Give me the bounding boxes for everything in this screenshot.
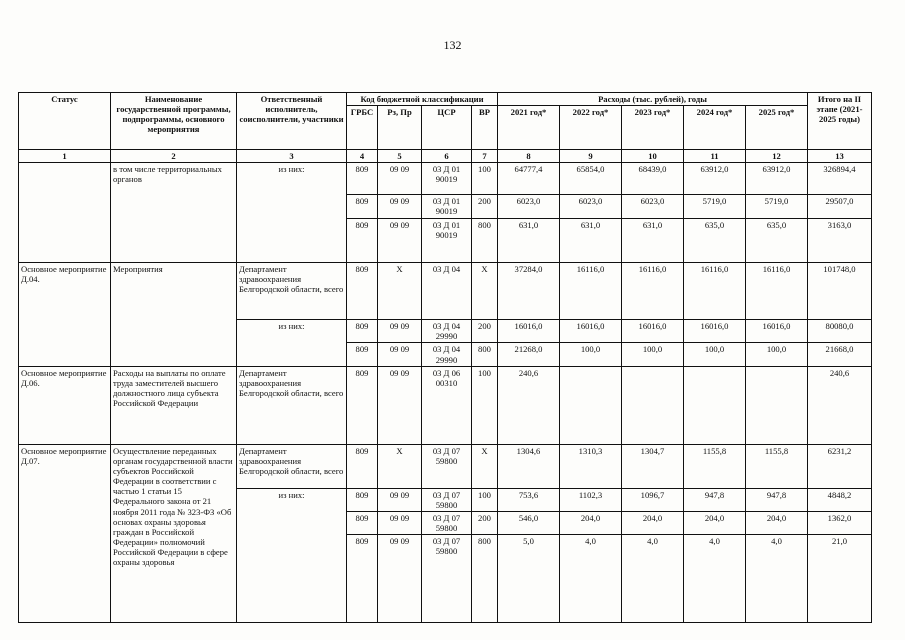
vr-cell: 800 — [472, 535, 498, 623]
program-name-cell: Осуществление переданных органам государственной власти субъектов Российской Федерации в соответствии с частью 1 статьи 15 Федерального закона от 21 ноября 2011 года № 323-ФЗ «Об основах охраны здоровья граждан в Российской Федерации» полномочий Российской Федерации в сфере охраны здоровья — [111, 444, 237, 623]
header-2021: 2021 год* — [498, 106, 560, 150]
header-vr: ВР — [472, 106, 498, 150]
value-2021: 240,6 — [498, 366, 560, 444]
rzpr-cell: Х — [378, 263, 422, 320]
value-2023: 631,0 — [622, 219, 684, 263]
value-2021: 37284,0 — [498, 263, 560, 320]
vr-cell: Х — [472, 263, 498, 320]
value-2025 — [746, 366, 808, 444]
value-2025: 5719,0 — [746, 195, 808, 219]
executor-cell: Департамент здравоохранения Белгородской области, всего — [237, 444, 347, 488]
grbs-cell: 809 — [347, 263, 378, 320]
header-executor: Ответственный исполнитель, соисполнители, участники — [237, 93, 347, 150]
value-2024: 947,8 — [684, 488, 746, 511]
value-2024: 204,0 — [684, 511, 746, 534]
budget-table — [18, 92, 872, 623]
value-2024: 1155,8 — [684, 444, 746, 488]
value-total: 326894,4 — [808, 163, 872, 195]
rzpr-cell: 09 09 — [378, 343, 422, 366]
value-2022: 16016,0 — [560, 320, 622, 343]
value-2025: 204,0 — [746, 511, 808, 534]
value-2022: 4,0 — [560, 535, 622, 623]
col-number: 6 — [422, 150, 472, 163]
executor-cell: Департамент здравоохранения Белгородской области, всего — [237, 263, 347, 320]
vr-cell: 100 — [472, 488, 498, 511]
vr-cell: 200 — [472, 320, 498, 343]
value-2023 — [622, 366, 684, 444]
value-2023: 16116,0 — [622, 263, 684, 320]
csr-cell: 03 Д 07 59800 — [422, 535, 472, 623]
value-2022 — [560, 366, 622, 444]
rzpr-cell: 09 09 — [378, 320, 422, 343]
value-total: 101748,0 — [808, 263, 872, 320]
rzpr-cell: 09 09 — [378, 535, 422, 623]
grbs-cell: 809 — [347, 366, 378, 444]
value-2023: 100,0 — [622, 343, 684, 366]
value-2022: 631,0 — [560, 219, 622, 263]
grbs-cell: 809 — [347, 511, 378, 534]
value-2024: 635,0 — [684, 219, 746, 263]
status-cell: Основное мероприятие Д.04. — [19, 263, 111, 367]
program-name-cell: в том числе территориальных органов — [111, 163, 237, 263]
rzpr-cell: 09 09 — [378, 219, 422, 263]
value-2025: 947,8 — [746, 488, 808, 511]
value-2025: 4,0 — [746, 535, 808, 623]
rzpr-cell: 09 09 — [378, 488, 422, 511]
value-total: 21668,0 — [808, 343, 872, 366]
rzpr-cell: 09 09 — [378, 511, 422, 534]
csr-cell: 03 Д 06 00310 — [422, 366, 472, 444]
header-name: Наименование государственной программы, подпрограммы, основного мероприятия — [111, 93, 237, 150]
value-total: 80080,0 — [808, 320, 872, 343]
value-2021: 5,0 — [498, 535, 560, 623]
value-2025: 63912,0 — [746, 163, 808, 195]
table-row — [19, 263, 872, 320]
value-2023: 1304,7 — [622, 444, 684, 488]
value-2025: 16016,0 — [746, 320, 808, 343]
col-number: 11 — [684, 150, 746, 163]
csr-cell: 03 Д 07 59800 — [422, 511, 472, 534]
col-number: 5 — [378, 150, 422, 163]
vr-cell: 100 — [472, 366, 498, 444]
value-2024 — [684, 366, 746, 444]
header-2025: 2025 год* — [746, 106, 808, 150]
col-number: 1 — [19, 150, 111, 163]
header-status: Статус — [19, 93, 111, 150]
col-number: 2 — [111, 150, 237, 163]
value-2024: 16016,0 — [684, 320, 746, 343]
value-2022: 16116,0 — [560, 263, 622, 320]
grbs-cell: 809 — [347, 535, 378, 623]
col-number: 13 — [808, 150, 872, 163]
value-2021: 631,0 — [498, 219, 560, 263]
csr-cell: 03 Д 04 29990 — [422, 320, 472, 343]
column-numbers-row — [19, 150, 872, 163]
executor-sub-label: из них: — [237, 320, 347, 367]
grbs-cell: 809 — [347, 219, 378, 263]
col-number: 12 — [746, 150, 808, 163]
csr-cell: 03 Д 04 — [422, 263, 472, 320]
header-total: Итого на II этапе (2021-2025 годы) — [808, 93, 872, 150]
header-rzpr: Рз, Пр — [378, 106, 422, 150]
csr-cell: 03 Д 07 59800 — [422, 488, 472, 511]
value-2021: 64777,4 — [498, 163, 560, 195]
header-2023: 2023 год* — [622, 106, 684, 150]
value-total: 21,0 — [808, 535, 872, 623]
value-total: 6231,2 — [808, 444, 872, 488]
value-total: 240,6 — [808, 366, 872, 444]
executor-sub-label: из них: — [237, 488, 347, 623]
value-2021: 753,6 — [498, 488, 560, 511]
csr-cell: 03 Д 01 90019 — [422, 163, 472, 195]
program-name-cell: Мероприятия — [111, 263, 237, 367]
rzpr-cell: 09 09 — [378, 366, 422, 444]
value-total: 3163,0 — [808, 219, 872, 263]
value-2025: 635,0 — [746, 219, 808, 263]
value-2024: 5719,0 — [684, 195, 746, 219]
col-number: 3 — [237, 150, 347, 163]
col-number: 7 — [472, 150, 498, 163]
value-2021: 21268,0 — [498, 343, 560, 366]
page-number: 132 — [443, 38, 462, 52]
executor-cell: Департамент здравоохранения Белгородской области, всего — [237, 366, 347, 444]
value-2024: 4,0 — [684, 535, 746, 623]
status-cell: Основное мероприятие Д.06. — [19, 366, 111, 444]
grbs-cell: 809 — [347, 343, 378, 366]
value-2025: 1155,8 — [746, 444, 808, 488]
vr-cell: 200 — [472, 195, 498, 219]
vr-cell: 200 — [472, 511, 498, 534]
col-number: 8 — [498, 150, 560, 163]
value-2023: 1096,7 — [622, 488, 684, 511]
value-2022: 1102,3 — [560, 488, 622, 511]
value-2023: 16016,0 — [622, 320, 684, 343]
program-name-cell: Расходы на выплаты по оплате труда заместителей высшего должностного лица субъекта Российской Федерации — [111, 366, 237, 444]
csr-cell: 03 Д 07 59800 — [422, 444, 472, 488]
value-2025: 100,0 — [746, 343, 808, 366]
value-2021: 6023,0 — [498, 195, 560, 219]
value-2023: 204,0 — [622, 511, 684, 534]
header-grbs: ГРБС — [347, 106, 378, 150]
value-2024: 16116,0 — [684, 263, 746, 320]
col-number: 9 — [560, 150, 622, 163]
value-2021: 1304,6 — [498, 444, 560, 488]
value-2024: 63912,0 — [684, 163, 746, 195]
status-cell — [19, 163, 111, 263]
value-2024: 100,0 — [684, 343, 746, 366]
value-total: 4848,2 — [808, 488, 872, 511]
value-total: 1362,0 — [808, 511, 872, 534]
value-total: 29507,0 — [808, 195, 872, 219]
table-row — [19, 163, 872, 195]
rzpr-cell: Х — [378, 444, 422, 488]
value-2022: 1310,3 — [560, 444, 622, 488]
rzpr-cell: 09 09 — [378, 163, 422, 195]
vr-cell: 100 — [472, 163, 498, 195]
header-expense-group: Расходы (тыс. рублей), годы — [498, 93, 808, 106]
value-2021: 546,0 — [498, 511, 560, 534]
header-2024: 2024 год* — [684, 106, 746, 150]
table-row — [19, 366, 872, 444]
header-csr: ЦСР — [422, 106, 472, 150]
csr-cell: 03 Д 04 29990 — [422, 343, 472, 366]
value-2022: 100,0 — [560, 343, 622, 366]
grbs-cell: 809 — [347, 163, 378, 195]
value-2023: 4,0 — [622, 535, 684, 623]
value-2025: 16116,0 — [746, 263, 808, 320]
value-2021: 16016,0 — [498, 320, 560, 343]
csr-cell: 03 Д 01 90019 — [422, 195, 472, 219]
value-2022: 204,0 — [560, 511, 622, 534]
col-number: 10 — [622, 150, 684, 163]
header-2022: 2022 год* — [560, 106, 622, 150]
table-row — [19, 444, 872, 488]
executor-cell: из них: — [237, 163, 347, 263]
vr-cell: 800 — [472, 343, 498, 366]
grbs-cell: 809 — [347, 195, 378, 219]
value-2023: 6023,0 — [622, 195, 684, 219]
status-cell: Основное мероприятие Д.07. — [19, 444, 111, 623]
vr-cell: Х — [472, 444, 498, 488]
header-code-group: Код бюджетной классификации — [347, 93, 498, 106]
csr-cell: 03 Д 01 90019 — [422, 219, 472, 263]
value-2022: 65854,0 — [560, 163, 622, 195]
vr-cell: 800 — [472, 219, 498, 263]
value-2023: 68439,0 — [622, 163, 684, 195]
grbs-cell: 809 — [347, 488, 378, 511]
col-number: 4 — [347, 150, 378, 163]
header-row — [19, 93, 872, 106]
value-2022: 6023,0 — [560, 195, 622, 219]
grbs-cell: 809 — [347, 444, 378, 488]
grbs-cell: 809 — [347, 320, 378, 343]
rzpr-cell: 09 09 — [378, 195, 422, 219]
